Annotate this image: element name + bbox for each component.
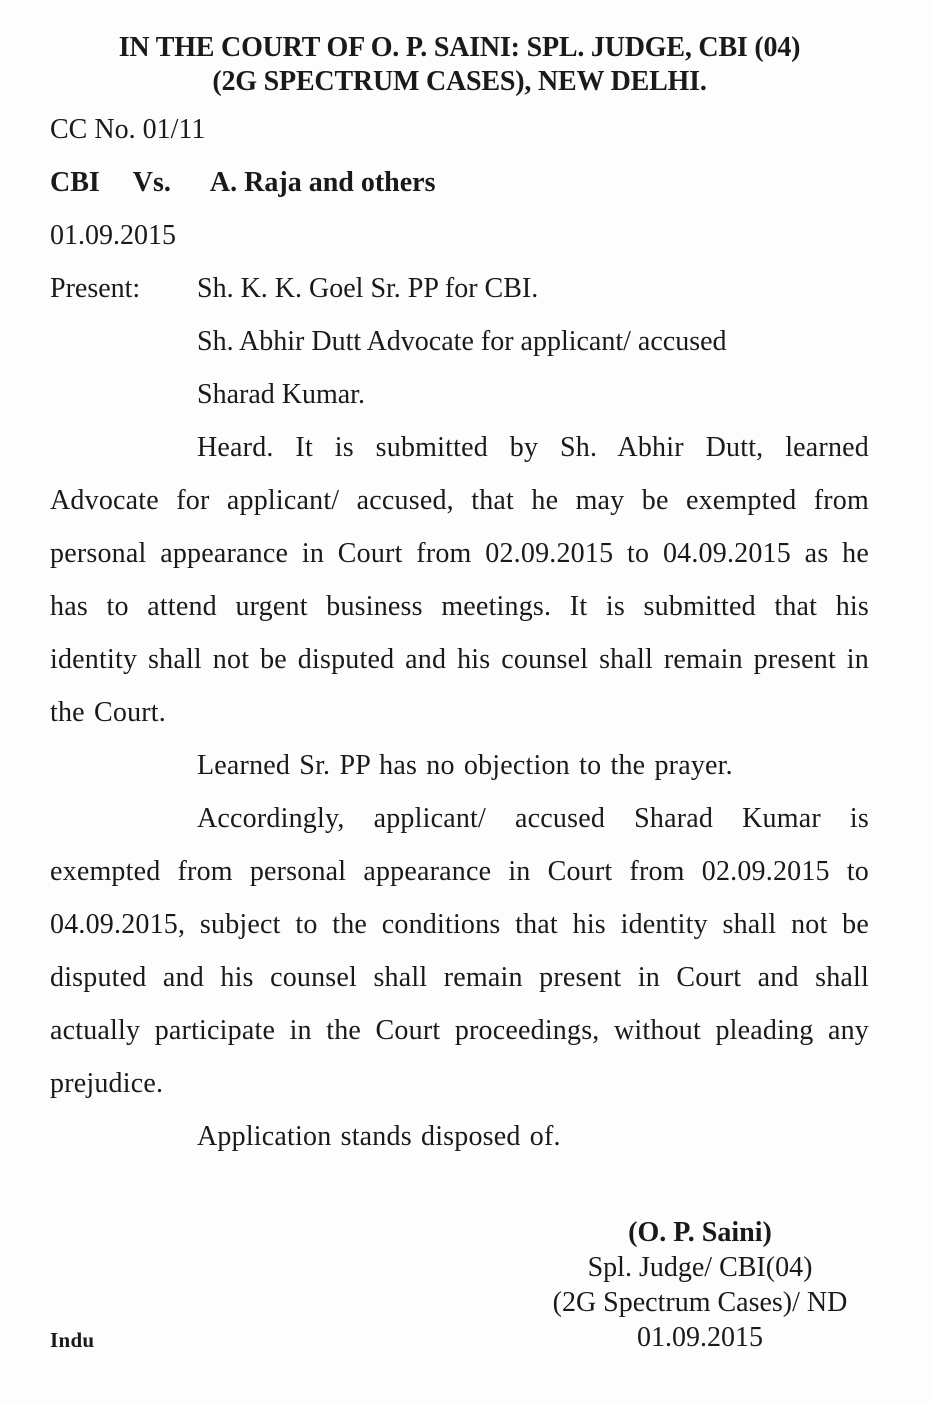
signature-block (510, 1215, 890, 1355)
stenographer-initials: Indu (50, 1328, 95, 1352)
order-paragraph-3: Accordingly, applicant/ accused Sharad Kumar is exempted from personal appearance in Court from 02.09.2015 to 04.09.2015, subject to the conditions that his identity shall not be disputed and his counsel shall remain present in Court and shall actually participate in the Court proceedings, without pleading any prejudice. (50, 803, 869, 1099)
present-line-1: Sh. K. K. Goel Sr. PP for CBI. (197, 273, 539, 304)
judge-name: (O. P. Saini) (628, 1217, 772, 1248)
judge-designation-line1: Spl. Judge/ CBI(04) (587, 1252, 813, 1283)
order-date: 01.09.2015 (50, 220, 176, 251)
court-header-line2: (2G SPECTRUM CASES), NEW DELHI. (212, 66, 707, 97)
present-line-3: Sharad Kumar. (197, 379, 365, 410)
court-header-line1: IN THE COURT OF O. P. SAINI: SPL. JUDGE, CBI (04) (118, 32, 801, 63)
order-paragraph-1: Heard. It is submitted by Sh. Abhir Dutt, learned Advocate for applicant/ accused, that he may be exempted from personal appearance in Court from 02.09.2015 to 04.09.2015 as he has to attend urgent business meetings. It is submitted that his identity shall not be disputed and his counsel shall remain present in the Court. (50, 432, 869, 728)
order-body (50, 103, 869, 1163)
order-paragraph-4: Application stands disposed of. (197, 1121, 561, 1152)
present-line-2: Sh. Abhir Dutt Advocate for applicant/ accused (197, 326, 727, 357)
case-number: CC No. 01/11 (50, 114, 206, 145)
case-title-petitioner: CBI (50, 167, 100, 198)
order-paragraph-2: Learned Sr. PP has no objection to the prayer. (197, 750, 733, 781)
present-block (50, 262, 869, 421)
case-title-respondent: A. Raja and others (209, 167, 436, 198)
case-title-versus: Vs. (132, 167, 171, 198)
signature-date: 01.09.2015 (637, 1322, 763, 1353)
present-lines (197, 262, 869, 421)
present-label: Present: (50, 273, 141, 304)
court-header (50, 31, 869, 99)
judge-designation-line2: (2G Spectrum Cases)/ ND (552, 1287, 848, 1318)
case-title (50, 156, 869, 209)
